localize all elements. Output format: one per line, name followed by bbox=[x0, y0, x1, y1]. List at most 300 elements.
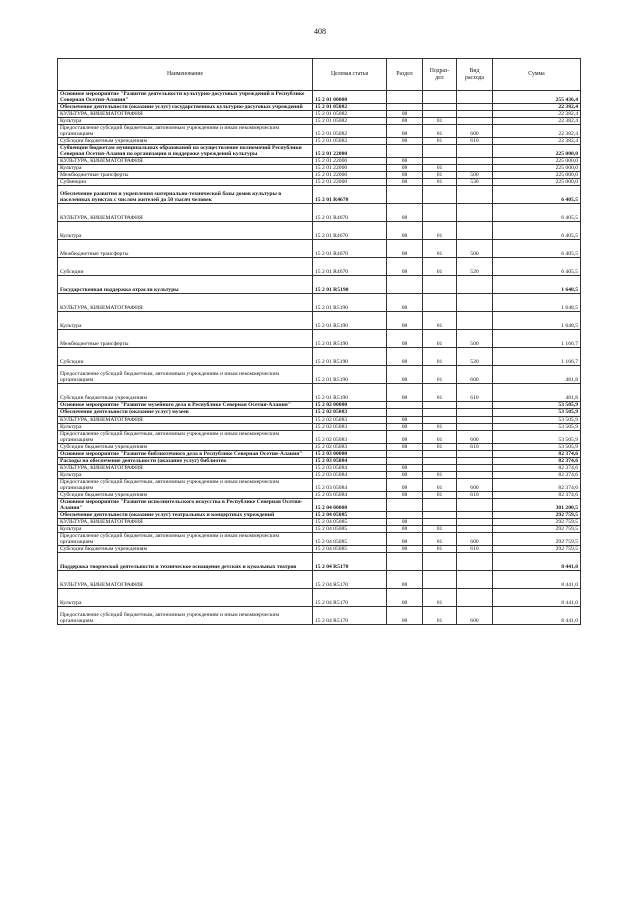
cell-exp-type: 520 bbox=[457, 258, 493, 276]
cell-name: Основное мероприятие "Развитие библиотечного дела в Республике Северная Осетия-Алания" bbox=[58, 450, 313, 457]
cell-name: Предоставление субсидий бюджетным, автономным учреждениям и иным некоммерческим организациям bbox=[58, 125, 313, 138]
table-row bbox=[58, 172, 581, 179]
cell-amount: 481,8 bbox=[493, 384, 581, 402]
cell-subsection: 01 bbox=[423, 384, 457, 402]
cell-subsection: 01 bbox=[423, 423, 457, 430]
cell-exp-type bbox=[457, 457, 493, 464]
cell-section bbox=[387, 409, 423, 416]
cell-code: 15 2 01 22000 bbox=[313, 145, 387, 158]
cell-amount: 22 382,4 bbox=[493, 111, 581, 118]
cell-code: 15 2 01 05082 bbox=[313, 104, 387, 111]
cell-section bbox=[387, 145, 423, 158]
cell-name: КУЛЬТУРА, КИНЕМАТОГРАФИЯ bbox=[58, 111, 313, 118]
cell-name: Межбюджетные трансферты bbox=[58, 240, 313, 258]
table-row bbox=[58, 330, 581, 348]
header-exp-type: Вид расхода bbox=[457, 59, 493, 91]
header-amount: Сумма bbox=[493, 59, 581, 91]
cell-section: 08 bbox=[387, 125, 423, 138]
cell-amount: 82 374,6 bbox=[493, 478, 581, 491]
cell-subsection bbox=[423, 186, 457, 204]
cell-subsection: 01 bbox=[423, 526, 457, 533]
cell-amount: 53 505,9 bbox=[493, 402, 581, 409]
cell-subsection: 01 bbox=[423, 471, 457, 478]
cell-name: Предоставление субсидий бюджетным, автономным учреждениям и иным некоммерческим организациям bbox=[58, 607, 313, 625]
cell-name: КУЛЬТУРА, КИНЕМАТОГРАФИЯ bbox=[58, 518, 313, 525]
cell-amount: 82 374,6 bbox=[493, 450, 581, 457]
cell-code: 15 2 04 05085 bbox=[313, 546, 387, 553]
cell-name: Основное мероприятие "Развитие исполнительского искусства в Республике Северная Осетия-Алания" bbox=[58, 498, 313, 511]
cell-section: 08 bbox=[387, 258, 423, 276]
cell-exp-type bbox=[457, 165, 493, 172]
cell-code: 15 2 02 05083 bbox=[313, 443, 387, 450]
cell-name: КУЛЬТУРА, КИНЕМАТОГРАФИЯ bbox=[58, 204, 313, 222]
cell-code: 15 2 01 22000 bbox=[313, 165, 387, 172]
table-row bbox=[58, 607, 581, 625]
cell-section: 08 bbox=[387, 158, 423, 165]
cell-subsection bbox=[423, 145, 457, 158]
cell-code: 15 2 01 R5190 bbox=[313, 294, 387, 312]
cell-section: 08 bbox=[387, 172, 423, 179]
table-row bbox=[58, 416, 581, 423]
cell-exp-type: 610 bbox=[457, 546, 493, 553]
table-row bbox=[58, 384, 581, 402]
cell-section: 08 bbox=[387, 384, 423, 402]
cell-exp-type bbox=[457, 104, 493, 111]
cell-exp-type bbox=[457, 158, 493, 165]
table-row bbox=[58, 111, 581, 118]
cell-name: Основное мероприятие "Развитие музейного дела в Республике Северная Осетия-Алания" bbox=[58, 402, 313, 409]
page-number: 408 bbox=[314, 27, 326, 36]
cell-subsection bbox=[423, 158, 457, 165]
cell-exp-type: 610 bbox=[457, 384, 493, 402]
cell-section: 08 bbox=[387, 111, 423, 118]
cell-subsection: 01 bbox=[423, 312, 457, 330]
table-row bbox=[58, 91, 581, 104]
cell-code: 15 2 01 05082 bbox=[313, 138, 387, 145]
cell-amount: 8 441,0 bbox=[493, 571, 581, 589]
table-row bbox=[58, 491, 581, 498]
cell-amount: 22 382,4 bbox=[493, 104, 581, 111]
cell-code: 15 2 01 05082 bbox=[313, 111, 387, 118]
cell-exp-type: 500 bbox=[457, 330, 493, 348]
cell-code: 15 2 02 05083 bbox=[313, 423, 387, 430]
cell-amount: 82 374,6 bbox=[493, 471, 581, 478]
table-row bbox=[58, 464, 581, 471]
budget-table bbox=[57, 58, 581, 625]
cell-subsection bbox=[423, 104, 457, 111]
cell-code: 15 2 01 R5190 bbox=[313, 312, 387, 330]
cell-section bbox=[387, 276, 423, 294]
cell-subsection bbox=[423, 464, 457, 471]
cell-section: 08 bbox=[387, 607, 423, 625]
cell-exp-type bbox=[457, 450, 493, 457]
cell-section: 08 bbox=[387, 348, 423, 366]
cell-exp-type: 610 bbox=[457, 138, 493, 145]
cell-amount: 1 648,5 bbox=[493, 276, 581, 294]
table-row bbox=[58, 571, 581, 589]
cell-section: 08 bbox=[387, 491, 423, 498]
cell-section bbox=[387, 450, 423, 457]
cell-amount: 6 405,5 bbox=[493, 204, 581, 222]
cell-subsection: 01 bbox=[423, 125, 457, 138]
cell-code: 15 2 04 R5170 bbox=[313, 589, 387, 607]
table-row bbox=[58, 409, 581, 416]
cell-code: 15 2 01 R5190 bbox=[313, 276, 387, 294]
cell-amount: 292 759,5 bbox=[493, 518, 581, 525]
table-row bbox=[58, 423, 581, 430]
cell-name: Субсидии бюджетным учреждениям bbox=[58, 491, 313, 498]
table-header-row bbox=[58, 59, 581, 91]
cell-subsection: 01 bbox=[423, 179, 457, 186]
cell-subsection bbox=[423, 91, 457, 104]
cell-exp-type bbox=[457, 204, 493, 222]
cell-name: Культура bbox=[58, 312, 313, 330]
table-row bbox=[58, 158, 581, 165]
cell-name: Культура bbox=[58, 118, 313, 125]
cell-name: Обеспечение развития и укрепления материально-технической базы домов культуры в населенных пунктах с числом жителей до 50 тысяч человек bbox=[58, 186, 313, 204]
cell-exp-type bbox=[457, 402, 493, 409]
cell-code: 15 2 01 R5190 bbox=[313, 330, 387, 348]
table-row bbox=[58, 526, 581, 533]
cell-amount: 82 374,6 bbox=[493, 457, 581, 464]
cell-code: 15 2 03 05084 bbox=[313, 491, 387, 498]
cell-amount: 292 759,5 bbox=[493, 511, 581, 518]
cell-section: 08 bbox=[387, 240, 423, 258]
cell-section: 08 bbox=[387, 518, 423, 525]
cell-name: КУЛЬТУРА, КИНЕМАТОГРАФИЯ bbox=[58, 416, 313, 423]
cell-subsection bbox=[423, 518, 457, 525]
header-code: Целевая статья bbox=[313, 59, 387, 91]
table-row bbox=[58, 186, 581, 204]
table-row bbox=[58, 204, 581, 222]
cell-subsection: 01 bbox=[423, 533, 457, 546]
cell-section: 08 bbox=[387, 294, 423, 312]
cell-amount: 53 505,9 bbox=[493, 416, 581, 423]
cell-section: 08 bbox=[387, 179, 423, 186]
cell-exp-type: 500 bbox=[457, 172, 493, 179]
table-row bbox=[58, 348, 581, 366]
cell-amount: 53 505,9 bbox=[493, 443, 581, 450]
cell-amount: 53 505,9 bbox=[493, 423, 581, 430]
table-row bbox=[58, 511, 581, 518]
table-row bbox=[58, 518, 581, 525]
cell-exp-type bbox=[457, 145, 493, 158]
table-row bbox=[58, 258, 581, 276]
cell-subsection bbox=[423, 457, 457, 464]
cell-name: Субсидии бюджетным учреждениям bbox=[58, 443, 313, 450]
cell-subsection: 01 bbox=[423, 258, 457, 276]
cell-code: 15 2 01 22000 bbox=[313, 179, 387, 186]
table-body bbox=[58, 91, 581, 625]
cell-amount: 22 382,4 bbox=[493, 138, 581, 145]
cell-subsection: 01 bbox=[423, 443, 457, 450]
cell-section: 08 bbox=[387, 471, 423, 478]
header-name: Наименование bbox=[58, 59, 313, 91]
table-row bbox=[58, 402, 581, 409]
cell-name: Поддержка творческой деятельности и техническое оснащение детских и кукольных театров bbox=[58, 553, 313, 571]
cell-exp-type bbox=[457, 222, 493, 240]
cell-name: КУЛЬТУРА, КИНЕМАТОГРАФИЯ bbox=[58, 294, 313, 312]
cell-exp-type bbox=[457, 511, 493, 518]
cell-code: 15 2 01 R4670 bbox=[313, 258, 387, 276]
table-row bbox=[58, 443, 581, 450]
cell-exp-type: 600 bbox=[457, 533, 493, 546]
cell-amount: 225 000,0 bbox=[493, 172, 581, 179]
header-section: Раздел bbox=[387, 59, 423, 91]
cell-amount: 255 436,4 bbox=[493, 91, 581, 104]
cell-exp-type: 600 bbox=[457, 478, 493, 491]
table-row bbox=[58, 533, 581, 546]
cell-subsection bbox=[423, 111, 457, 118]
table-row bbox=[58, 430, 581, 443]
cell-name: Культура bbox=[58, 526, 313, 533]
cell-amount: 292 759,5 bbox=[493, 533, 581, 546]
cell-code: 15 2 01 R5190 bbox=[313, 366, 387, 384]
cell-exp-type bbox=[457, 553, 493, 571]
table-row bbox=[58, 450, 581, 457]
cell-amount: 1 648,5 bbox=[493, 312, 581, 330]
table-row bbox=[58, 498, 581, 511]
cell-amount: 22 382,4 bbox=[493, 125, 581, 138]
cell-subsection bbox=[423, 294, 457, 312]
cell-section: 08 bbox=[387, 464, 423, 471]
cell-name: КУЛЬТУРА, КИНЕМАТОГРАФИЯ bbox=[58, 158, 313, 165]
cell-amount: 6 405,5 bbox=[493, 258, 581, 276]
table-row bbox=[58, 294, 581, 312]
cell-code: 15 2 04 R5170 bbox=[313, 553, 387, 571]
cell-amount: 6 405,5 bbox=[493, 222, 581, 240]
table-row bbox=[58, 104, 581, 111]
cell-name: Культура bbox=[58, 423, 313, 430]
cell-section bbox=[387, 104, 423, 111]
cell-subsection bbox=[423, 416, 457, 423]
cell-name: Межбюджетные трансферты bbox=[58, 330, 313, 348]
cell-section: 08 bbox=[387, 589, 423, 607]
cell-code: 15 2 02 05083 bbox=[313, 430, 387, 443]
cell-code: 15 2 01 R4670 bbox=[313, 204, 387, 222]
cell-amount: 53 505,9 bbox=[493, 430, 581, 443]
cell-section: 08 bbox=[387, 423, 423, 430]
cell-code: 15 2 04 05085 bbox=[313, 518, 387, 525]
cell-amount: 481,8 bbox=[493, 366, 581, 384]
cell-section: 08 bbox=[387, 330, 423, 348]
table-row bbox=[58, 366, 581, 384]
cell-exp-type bbox=[457, 111, 493, 118]
cell-amount: 1 648,5 bbox=[493, 294, 581, 312]
cell-name: Субсидии бюджетным учреждениям bbox=[58, 138, 313, 145]
cell-section bbox=[387, 91, 423, 104]
cell-code: 15 2 02 00000 bbox=[313, 402, 387, 409]
cell-section: 08 bbox=[387, 533, 423, 546]
cell-subsection: 01 bbox=[423, 607, 457, 625]
cell-section: 08 bbox=[387, 416, 423, 423]
cell-amount: 225 000,0 bbox=[493, 179, 581, 186]
cell-code: 15 2 03 05084 bbox=[313, 457, 387, 464]
cell-subsection: 01 bbox=[423, 240, 457, 258]
cell-code: 15 2 02 05083 bbox=[313, 409, 387, 416]
cell-code: 15 2 01 05082 bbox=[313, 125, 387, 138]
cell-exp-type bbox=[457, 471, 493, 478]
cell-exp-type bbox=[457, 526, 493, 533]
cell-exp-type bbox=[457, 276, 493, 294]
cell-subsection: 01 bbox=[423, 330, 457, 348]
cell-subsection bbox=[423, 450, 457, 457]
cell-amount: 53 505,9 bbox=[493, 409, 581, 416]
cell-amount: 225 000,0 bbox=[493, 158, 581, 165]
cell-exp-type: 600 bbox=[457, 125, 493, 138]
cell-exp-type: 530 bbox=[457, 179, 493, 186]
cell-code: 15 2 04 05085 bbox=[313, 511, 387, 518]
cell-exp-type: 600 bbox=[457, 366, 493, 384]
header-subsection: Подраз- дел bbox=[423, 59, 457, 91]
cell-subsection: 01 bbox=[423, 118, 457, 125]
cell-section bbox=[387, 186, 423, 204]
cell-exp-type: 610 bbox=[457, 443, 493, 450]
cell-section: 08 bbox=[387, 430, 423, 443]
cell-section: 08 bbox=[387, 366, 423, 384]
cell-name: Расходы на обеспечение деятельности (оказание услуг) библиотек bbox=[58, 457, 313, 464]
cell-exp-type bbox=[457, 498, 493, 511]
cell-code: 15 2 01 05082 bbox=[313, 118, 387, 125]
cell-subsection bbox=[423, 276, 457, 294]
cell-subsection bbox=[423, 204, 457, 222]
cell-exp-type bbox=[457, 294, 493, 312]
cell-name: Предоставление субсидий бюджетным, автономным учреждениям и иным некоммерческим организациям bbox=[58, 366, 313, 384]
cell-section: 08 bbox=[387, 165, 423, 172]
cell-subsection: 01 bbox=[423, 138, 457, 145]
cell-code: 15 2 01 22000 bbox=[313, 172, 387, 179]
cell-amount: 225 000,0 bbox=[493, 145, 581, 158]
table-row bbox=[58, 553, 581, 571]
cell-section: 08 bbox=[387, 478, 423, 491]
cell-name: КУЛЬТУРА, КИНЕМАТОГРАФИЯ bbox=[58, 464, 313, 471]
cell-subsection: 01 bbox=[423, 165, 457, 172]
cell-name: Субвенции бюджетам муниципальных образований на осуществление полномочий Республики Северная Осетия-Алания по организации и поддержке учреждений культуры bbox=[58, 145, 313, 158]
cell-amount: 8 441,0 bbox=[493, 589, 581, 607]
cell-code: 15 2 02 05083 bbox=[313, 416, 387, 423]
cell-amount: 8 441,0 bbox=[493, 607, 581, 625]
cell-exp-type bbox=[457, 118, 493, 125]
cell-subsection bbox=[423, 402, 457, 409]
cell-subsection: 01 bbox=[423, 478, 457, 491]
cell-name: КУЛЬТУРА, КИНЕМАТОГРАФИЯ bbox=[58, 571, 313, 589]
cell-amount: 301 200,5 bbox=[493, 498, 581, 511]
cell-name: Субсидии bbox=[58, 348, 313, 366]
cell-exp-type: 600 bbox=[457, 430, 493, 443]
cell-amount: 292 759,5 bbox=[493, 526, 581, 533]
cell-code: 15 2 04 05085 bbox=[313, 526, 387, 533]
cell-section: 08 bbox=[387, 204, 423, 222]
cell-subsection: 01 bbox=[423, 430, 457, 443]
cell-name: Обеспечение деятельности (оказание услуг) государственных культурно-досуговых учреждений bbox=[58, 104, 313, 111]
cell-exp-type bbox=[457, 312, 493, 330]
cell-code: 15 2 03 00000 bbox=[313, 450, 387, 457]
cell-section: 08 bbox=[387, 118, 423, 125]
cell-exp-type bbox=[457, 464, 493, 471]
cell-subsection: 01 bbox=[423, 366, 457, 384]
table-row bbox=[58, 118, 581, 125]
cell-amount: 82 374,6 bbox=[493, 464, 581, 471]
cell-subsection bbox=[423, 409, 457, 416]
cell-subsection bbox=[423, 571, 457, 589]
cell-name: Субсидии бюджетным учреждениям bbox=[58, 546, 313, 553]
cell-name: Культура bbox=[58, 165, 313, 172]
cell-amount: 22 382,4 bbox=[493, 118, 581, 125]
cell-amount: 6 405,5 bbox=[493, 240, 581, 258]
cell-amount: 6 405,5 bbox=[493, 186, 581, 204]
cell-exp-type: 520 bbox=[457, 348, 493, 366]
cell-code: 15 2 03 05084 bbox=[313, 464, 387, 471]
cell-section: 08 bbox=[387, 546, 423, 553]
cell-subsection: 01 bbox=[423, 491, 457, 498]
cell-exp-type bbox=[457, 518, 493, 525]
cell-subsection: 01 bbox=[423, 546, 457, 553]
cell-section: 08 bbox=[387, 312, 423, 330]
cell-name: Культура bbox=[58, 589, 313, 607]
cell-code: 15 2 01 R5190 bbox=[313, 384, 387, 402]
table-row bbox=[58, 145, 581, 158]
cell-code: 15 2 04 00000 bbox=[313, 498, 387, 511]
cell-name: Субсидии бюджетным учреждениям bbox=[58, 384, 313, 402]
table-row bbox=[58, 471, 581, 478]
cell-exp-type bbox=[457, 91, 493, 104]
cell-subsection bbox=[423, 553, 457, 571]
cell-code: 15 2 04 R5170 bbox=[313, 607, 387, 625]
cell-section bbox=[387, 457, 423, 464]
cell-amount: 1 166,7 bbox=[493, 348, 581, 366]
table-row bbox=[58, 478, 581, 491]
cell-subsection bbox=[423, 498, 457, 511]
cell-section: 08 bbox=[387, 443, 423, 450]
cell-amount: 225 000,0 bbox=[493, 165, 581, 172]
cell-amount: 1 166,7 bbox=[493, 330, 581, 348]
cell-section bbox=[387, 402, 423, 409]
table-row bbox=[58, 457, 581, 464]
cell-section: 08 bbox=[387, 526, 423, 533]
cell-name: Государственная поддержка отрасли культуры bbox=[58, 276, 313, 294]
table-row bbox=[58, 312, 581, 330]
cell-exp-type bbox=[457, 186, 493, 204]
cell-section bbox=[387, 498, 423, 511]
table-row bbox=[58, 179, 581, 186]
cell-name: Культура bbox=[58, 222, 313, 240]
cell-exp-type bbox=[457, 409, 493, 416]
table-row bbox=[58, 240, 581, 258]
cell-code: 15 2 03 05084 bbox=[313, 478, 387, 491]
cell-section: 08 bbox=[387, 138, 423, 145]
cell-code: 15 2 01 R4670 bbox=[313, 222, 387, 240]
cell-section: 08 bbox=[387, 222, 423, 240]
cell-subsection bbox=[423, 511, 457, 518]
cell-amount: 82 374,6 bbox=[493, 491, 581, 498]
table-row bbox=[58, 589, 581, 607]
cell-exp-type: 500 bbox=[457, 240, 493, 258]
table-row bbox=[58, 222, 581, 240]
cell-code: 15 2 01 00000 bbox=[313, 91, 387, 104]
cell-name: Обеспечение деятельности (оказание услуг) музеев bbox=[58, 409, 313, 416]
table-row bbox=[58, 165, 581, 172]
cell-name: Основное мероприятие "Развитие деятельности культурно-досуговых учреждений в Республике Северная Осетия-Алания" bbox=[58, 91, 313, 104]
cell-exp-type: 600 bbox=[457, 607, 493, 625]
cell-subsection: 01 bbox=[423, 348, 457, 366]
cell-exp-type: 610 bbox=[457, 491, 493, 498]
cell-code: 15 2 04 R5170 bbox=[313, 571, 387, 589]
cell-section bbox=[387, 553, 423, 571]
cell-code: 15 2 01 R5190 bbox=[313, 348, 387, 366]
cell-code: 15 2 01 R4670 bbox=[313, 186, 387, 204]
cell-name: Предоставление субсидий бюджетным, автономным учреждениям и иным некоммерческим организациям bbox=[58, 533, 313, 546]
cell-section bbox=[387, 511, 423, 518]
